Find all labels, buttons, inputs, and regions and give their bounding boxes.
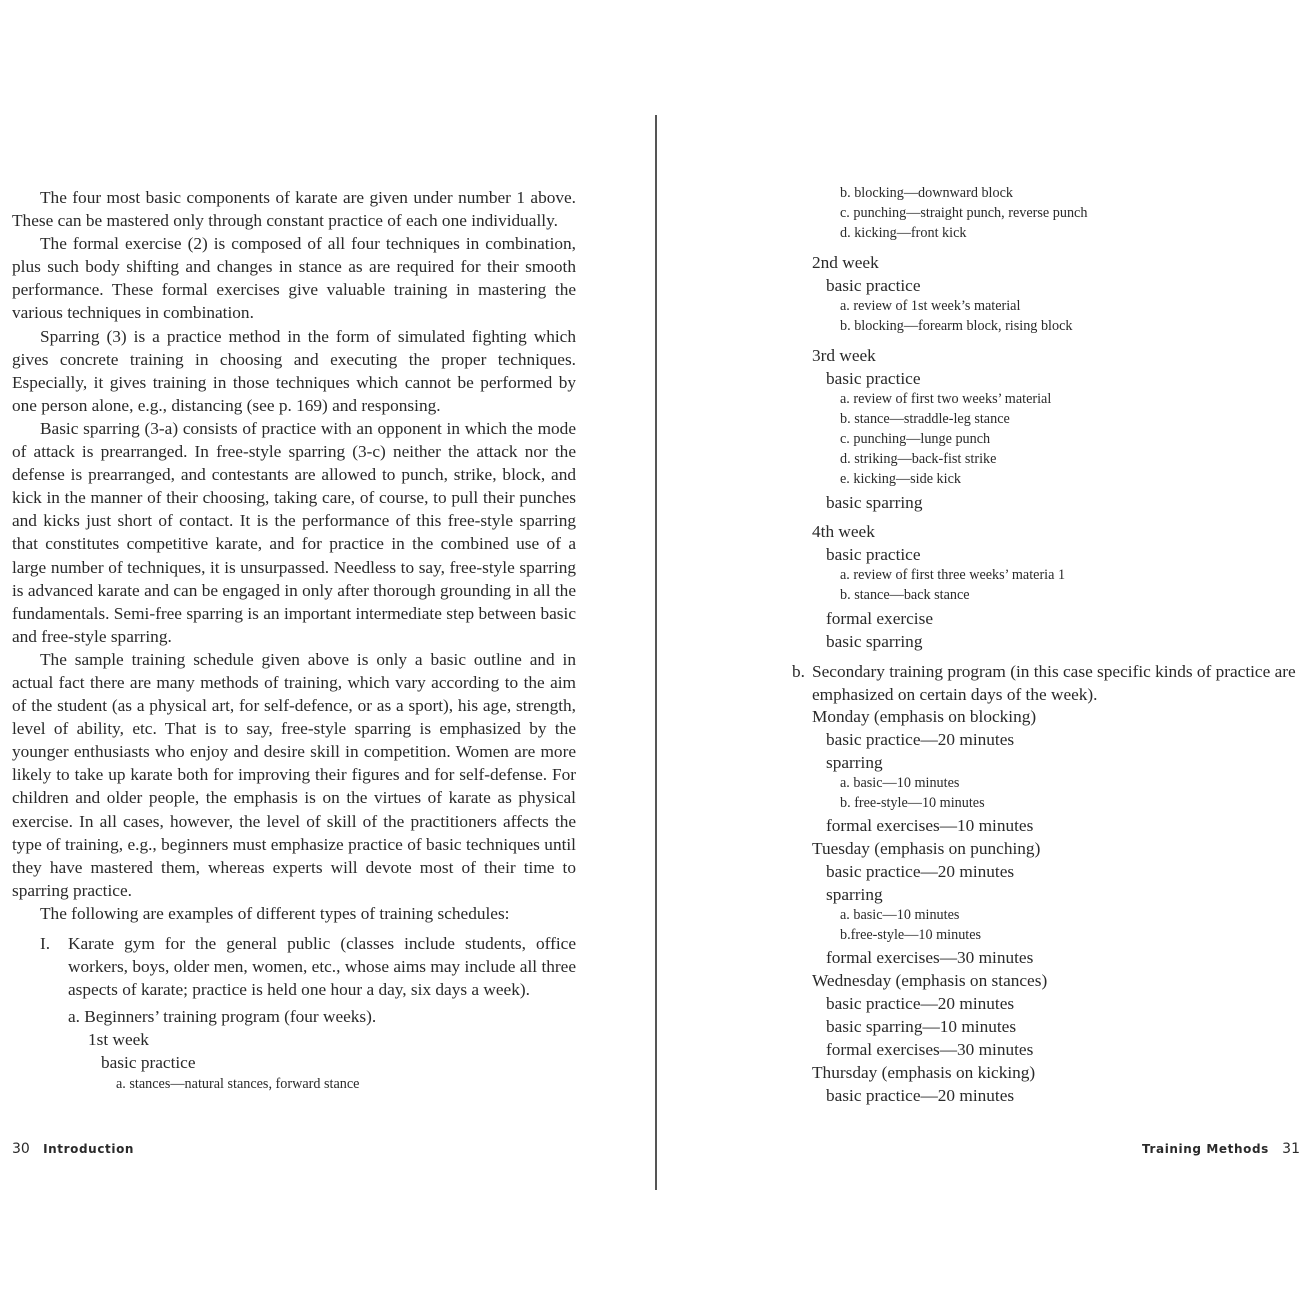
practice-item: c. punching—straight punch, reverse punch — [840, 205, 1088, 221]
practice-heading: basic practice — [826, 545, 921, 564]
schedule-item: basic practice—20 minutes — [826, 1086, 1015, 1105]
practice-item: b. blocking—forearm block, rising block — [840, 318, 1073, 334]
paragraph: The four most basic components of karate are given under number 1 above. These can be mastered only through constant practice of each one individually. — [12, 188, 576, 231]
week-heading: 2nd week — [812, 253, 879, 272]
list-number: I. — [40, 934, 51, 953]
practice-heading: basic practice — [101, 1053, 196, 1072]
schedule-item: formal exercises—30 minutes — [826, 1040, 1034, 1059]
practice-heading: formal exercise — [826, 609, 933, 628]
practice-heading: basic sparring — [826, 493, 923, 512]
paragraph: The formal exercise (2) is composed of all four techniques in combination, plus such body shifting and changes in stance as are required for their smooth performance. These formal exercises give valuable training in mastering the various techniques in combination. — [12, 234, 576, 323]
practice-item: b. stance—back stance — [840, 587, 970, 603]
schedule-subitem: b. free-style—10 minutes — [840, 795, 985, 811]
practice-item: b. stance—straddle-leg stance — [840, 411, 1010, 427]
day-heading: Monday (emphasis on blocking) — [812, 707, 1037, 726]
schedule-item: sparring — [826, 753, 883, 772]
practice-item: c. punching—lunge punch — [840, 431, 991, 447]
day-heading: Tuesday (emphasis on punching) — [812, 839, 1041, 858]
list-text: Karate gym for the general public (classes include students, office workers, boys, older men, women, etc., whose aims may include all three aspects of karate; practice is held one hour a day, six days a week). — [68, 934, 576, 1000]
secondary-program — [792, 660, 1302, 706]
paragraph: Basic sparring (3-a) consists of practice with an opponent in which the mode of attack is prearranged. In free-style sparring (3-c) neither the attack nor the defense is prearranged, and contestants are allowed to punch, strike, block, and kick in the manner of their choosing, taking care, of course, to pull their punches and kicks just short of contact. It is the performance of this free-style sparring that constitutes competitive karate, and for practice in the combined use of a large number of techniques, it is unsurpassed. Needless to say, free-style sparring is advanced karate and can be engaged in only after thorough grounding in all the fundamentals. Semi-free sparring is an important intermediate step between basic and free-style sparring. — [12, 418, 576, 646]
practice-item: a. stances—natural stances, forward stance — [116, 1076, 360, 1092]
schedule-item: sparring — [826, 885, 883, 904]
schedule-subitem: a. basic—10 minutes — [840, 775, 960, 791]
folio-right — [1142, 1141, 1300, 1157]
paragraph: The sample training schedule given above is only a basic outline and in actual fact there are many methods of training, which vary according to the aim of the student (as a physical art, for self-defence, or as a sport), his age, strength, level of ability, etc. That is to say, free-style sparring is emphasized by the younger enthusiasts who enjoy and desire skill in competition. Women are more likely to take up karate both for improving their figures and for self-defense. For children and older people, the emphasis is on the virtues of karate as physical exercise. In all cases, however, the level of skill of the practitioners affects the type of training, e.g., beginners must emphasize practice of basic techniques until they have mastered them, whereas experts will devote most of their time to sparring practice. — [12, 649, 576, 900]
schedule-item: basic practice—20 minutes — [826, 730, 1015, 749]
week-heading: 3rd week — [812, 346, 876, 365]
practice-heading: basic practice — [826, 276, 921, 295]
schedule-subitem: a. basic—10 minutes — [840, 907, 960, 923]
practice-item: d. kicking—front kick — [840, 225, 967, 241]
right-page — [660, 0, 1306, 1306]
list-text: Secondary training program (in this case specific kinds of practice are emphasized on certain days of the week). — [812, 662, 1296, 705]
practice-item: a. review of first two weeks’ material — [840, 391, 1052, 407]
practice-heading: basic practice — [826, 369, 921, 388]
practice-item: d. striking—back-fist strike — [840, 451, 997, 467]
running-head: Training Methods — [1142, 1142, 1269, 1156]
page-gutter-divider — [655, 115, 657, 1190]
schedule-item: basic sparring—10 minutes — [826, 1017, 1017, 1036]
practice-item: a. review of first three weeks’ materia 1 — [840, 567, 1066, 583]
running-head: Introduction — [43, 1142, 135, 1156]
schedule-item: basic practice—20 minutes — [826, 994, 1015, 1013]
page-number: 31 — [1282, 1141, 1300, 1157]
schedule-item: formal exercises—30 minutes — [826, 948, 1034, 967]
paragraph: Sparring (3) is a practice method in the form of simulated fighting which gives concrete training in choosing and executing the proper techniques. Especially, it gives training in those techniques which cannot be performed by one person alone, e.g., distancing (see p. 169) and responsing. — [12, 326, 576, 415]
page-number: 30 — [12, 1141, 30, 1157]
list-number: b. — [792, 662, 805, 681]
practice-heading: basic sparring — [826, 632, 923, 651]
paragraph: The following are examples of different types of training schedules: — [40, 903, 510, 923]
practice-item: e. kicking—side kick — [840, 471, 961, 487]
day-heading: Wednesday (emphasis on stances) — [812, 971, 1048, 990]
outline-heading: a. Beginners’ training program (four weeks). — [68, 1007, 377, 1026]
week-heading: 4th week — [812, 522, 875, 541]
schedule-subitem: b.free-style—10 minutes — [840, 927, 982, 943]
practice-item: b. blocking—downward block — [840, 185, 1013, 201]
body-text — [12, 186, 576, 925]
folio-left — [12, 1141, 134, 1157]
schedule-item: basic practice—20 minutes — [826, 862, 1015, 881]
schedule-item: formal exercises—10 minutes — [826, 816, 1034, 835]
day-heading: Thursday (emphasis on kicking) — [812, 1063, 1036, 1082]
practice-item: a. review of 1st week’s material — [840, 298, 1021, 314]
list-item-I — [40, 932, 576, 1001]
left-page — [0, 0, 650, 1306]
week-heading: 1st week — [88, 1030, 149, 1049]
